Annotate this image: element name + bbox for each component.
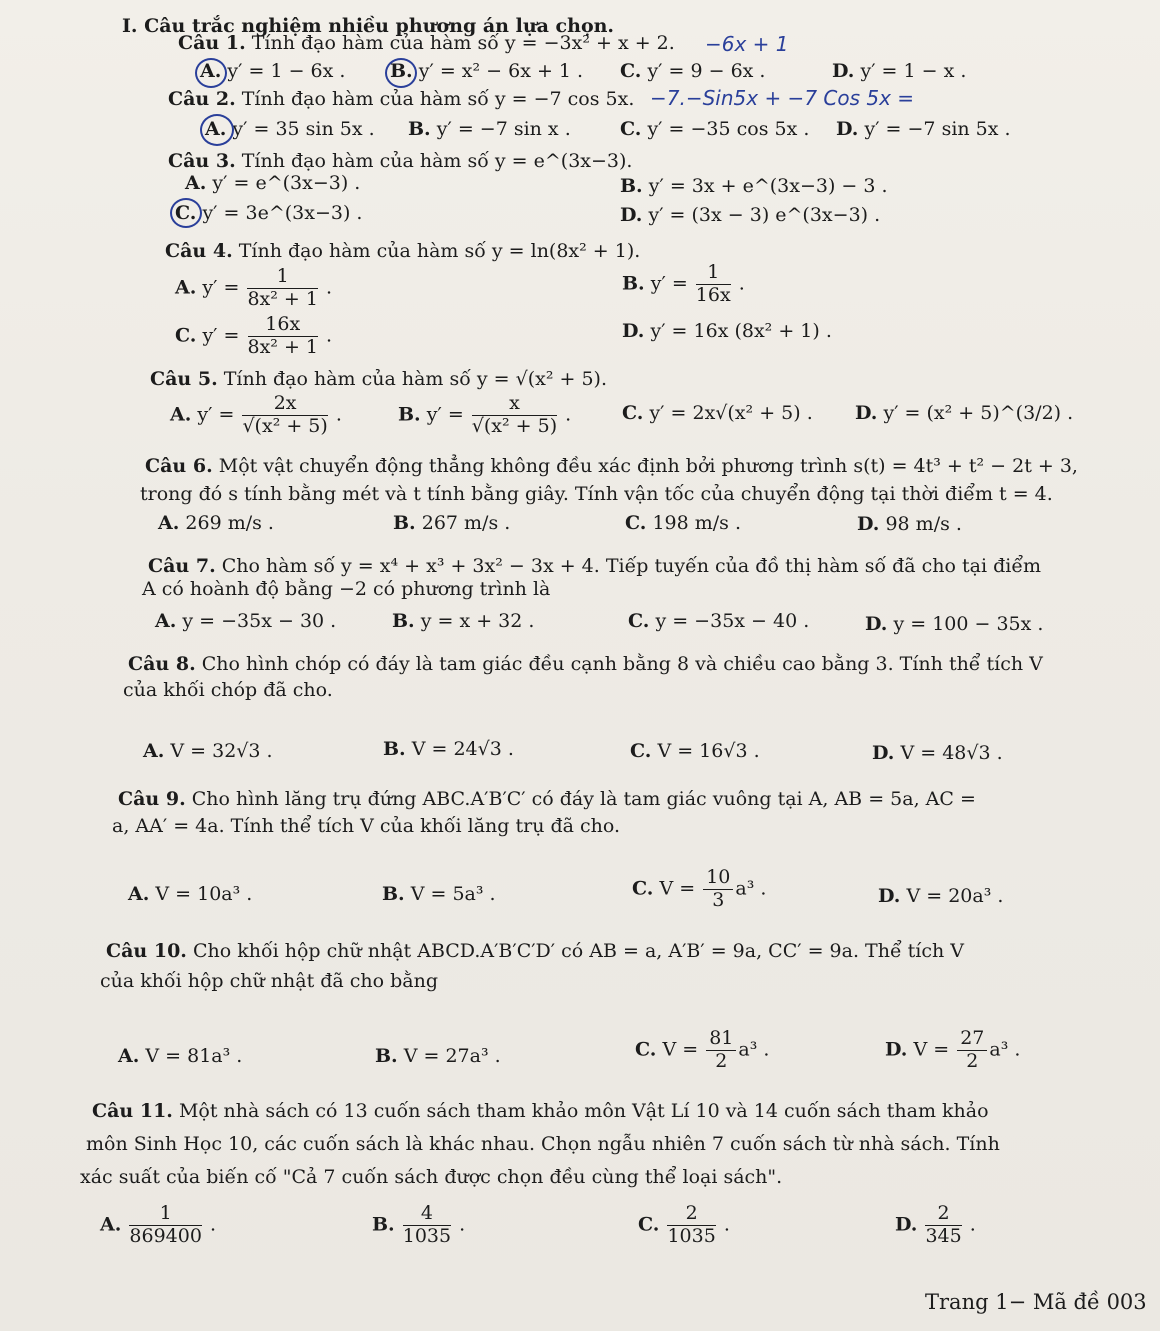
option-d[interactable]: D. V = $\frac{27}{2}$ a³ . xyxy=(885,1027,1021,1072)
option-c[interactable]: C. $\frac{2}{1035}$ . xyxy=(638,1202,730,1247)
section-title: I. Câu trắc nghiệm nhiều phương án lựa chọn. xyxy=(122,15,615,37)
question-text: Tính đạo hàm của hàm số y = −3x² + x + 2. xyxy=(251,32,675,54)
option-b[interactable]: B. $\frac{4}{1035}$ . xyxy=(372,1202,466,1247)
question-10: Câu 10. Cho khối hộp chữ nhật ABCD.A′B′C′D′ có AB = a, A′B′ = 9a, CC′ = 9a. Thể tích V xyxy=(106,940,965,962)
option-a[interactable]: A. y′ = $\frac{1}{\text{8x² + 1}}$ . xyxy=(175,265,333,310)
option-c[interactable]: C. y′ = 2x√(x² + 5) . xyxy=(622,402,813,424)
option-a[interactable]: A. $\frac{1}{869400}$ . xyxy=(100,1202,217,1247)
option-b[interactable]: B. V = 5a³ . xyxy=(382,883,496,905)
option-a[interactable]: A. y′ = 1 − 6x . xyxy=(200,60,346,82)
option-d[interactable]: D. y′ = −7 sin 5x . xyxy=(836,118,1011,140)
question-11-cont: môn Sinh Học 10, các cuốn sách là khác nhau. Chọn ngẫu nhiên 7 cuốn sách từ nhà sách. Tính xyxy=(86,1133,1000,1155)
question-label: Câu 1. xyxy=(178,32,246,54)
option-c[interactable]: C. V = $\frac{10}{3}$ a³ . xyxy=(632,866,767,911)
answer-circle-mark xyxy=(200,114,234,146)
option-d[interactable]: D. y′ = 1 − x . xyxy=(832,60,967,82)
option-d[interactable]: D. y = 100 − 35x . xyxy=(865,613,1044,635)
option-c[interactable]: C. y = −35x − 40 . xyxy=(628,610,810,632)
question-7-cont: A có hoành độ bằng −2 có phương trình là xyxy=(142,578,551,600)
question-11: Câu 11. Một nhà sách có 13 cuốn sách tham khảo môn Vật Lí 10 và 14 cuốn sách tham khảo xyxy=(92,1100,989,1122)
option-c[interactable]: C. y′ = 3e^(3x−3) . xyxy=(175,202,363,224)
option-a[interactable]: A. V = 81a³ . xyxy=(118,1045,243,1067)
option-a[interactable]: A. V = 10a³ . xyxy=(128,883,253,905)
question-4: Câu 4. Tính đạo hàm của hàm số y = ln(8x² + 1). xyxy=(165,240,641,262)
option-c[interactable]: C. V = 16√3 . xyxy=(630,740,760,762)
option-d[interactable]: D. V = 20a³ . xyxy=(878,885,1004,907)
option-b[interactable]: B. y′ = 3x + e^(3x−3) − 3 . xyxy=(620,175,888,197)
handwritten-note-q1: −6x + 1 xyxy=(705,32,789,56)
option-a[interactable]: A. y′ = e^(3x−3) . xyxy=(185,172,361,194)
question-5: Câu 5. Tính đạo hàm của hàm số y = √(x² + 5). xyxy=(150,368,608,390)
option-b[interactable]: B. y′ = −7 sin x . xyxy=(408,118,571,140)
question-2: Câu 2. Tính đạo hàm của hàm số y = −7 cos 5x. xyxy=(168,88,635,110)
answer-circle-mark xyxy=(385,58,417,88)
option-a[interactable]: A. y = −35x − 30 . xyxy=(155,610,337,632)
question-10-cont: của khối hộp chữ nhật đã cho bằng xyxy=(100,970,439,992)
option-b[interactable]: B. y′ = $\frac{x}{\text{√(x² + 5)}}$ . xyxy=(398,392,572,437)
option-b[interactable]: B. y′ = $\frac{1}{16x}$ . xyxy=(622,261,745,306)
option-b[interactable]: B. 267 m/s . xyxy=(393,512,511,534)
option-d[interactable]: D. y′ = (x² + 5)^(3/2) . xyxy=(855,402,1074,424)
option-c[interactable]: C. y′ = 9 − 6x . xyxy=(620,60,766,82)
question-6: Câu 6. Một vật chuyển động thẳng không đều xác định bởi phương trình s(t) = 4t³ + t² − 2t + 3, xyxy=(145,455,1078,477)
page-footer: Trang 1− Mã đề 003 xyxy=(925,1290,1147,1314)
option-b[interactable]: B. V = 24√3 . xyxy=(383,738,514,760)
option-c[interactable]: C. y′ = −35 cos 5x . xyxy=(620,118,810,140)
question-1 xyxy=(178,32,675,54)
question-8-cont: của khối chóp đã cho. xyxy=(123,679,333,701)
option-a[interactable]: A. y′ = $\frac{2x}{\text{√(x² + 5)}}$ . xyxy=(170,392,342,437)
question-9-cont: a, AA′ = 4a. Tính thể tích V của khối lăng trụ đã cho. xyxy=(112,815,621,837)
option-d[interactable]: D. V = 48√3 . xyxy=(872,742,1003,764)
question-9: Câu 9. Cho hình lăng trụ đứng ABC.A′B′C′ có đáy là tam giác vuông tại A, AB = 5a, AC = xyxy=(118,788,976,810)
handwritten-note-q2: −7.−Sin5x + −7 Cos 5x = xyxy=(650,86,915,110)
option-a[interactable]: A. V = 32√3 . xyxy=(143,740,273,762)
question-3: Câu 3. Tính đạo hàm của hàm số y = e^(3x−3). xyxy=(168,150,633,172)
option-b[interactable]: B. y′ = x² − 6x + 1 . xyxy=(390,60,584,82)
option-d[interactable]: D. y′ = (3x − 3) e^(3x−3) . xyxy=(620,204,881,226)
question-11-cont2: xác suất của biến cố "Cả 7 cuốn sách được chọn đều cùng thể loại sách". xyxy=(80,1166,783,1188)
option-a[interactable]: A. 269 m/s . xyxy=(158,512,274,534)
option-d[interactable]: D. y′ = 16x (8x² + 1) . xyxy=(622,320,832,342)
question-8: Câu 8. Cho hình chóp có đáy là tam giác đều cạnh bằng 8 và chiều cao bằng 3. Tính thể tích V xyxy=(128,653,1043,675)
option-c[interactable]: C. V = $\frac{81}{2}$ a³ . xyxy=(635,1027,770,1072)
option-b[interactable]: B. y = x + 32 . xyxy=(392,610,535,632)
question-6-cont: trong đó s tính bằng mét và t tính bằng giây. Tính vận tốc của chuyển động tại thời điểm t = 4. xyxy=(140,483,1053,505)
option-d[interactable]: D. 98 m/s . xyxy=(857,513,962,535)
option-c[interactable]: C. y′ = $\frac{16x}{\text{8x² + 1}}$ . xyxy=(175,313,333,358)
option-a[interactable]: A. y′ = 35 sin 5x . xyxy=(205,118,375,140)
option-d[interactable]: D. $\frac{2}{345}$ . xyxy=(895,1202,976,1247)
option-c[interactable]: C. 198 m/s . xyxy=(625,512,742,534)
question-7: Câu 7. Cho hàm số y = x⁴ + x³ + 3x² − 3x + 4. Tiếp tuyến của đồ thị hàm số đã cho tại điểm xyxy=(148,555,1042,577)
answer-circle-mark xyxy=(195,58,227,88)
option-b[interactable]: B. V = 27a³ . xyxy=(375,1045,501,1067)
answer-circle-mark xyxy=(170,198,202,228)
